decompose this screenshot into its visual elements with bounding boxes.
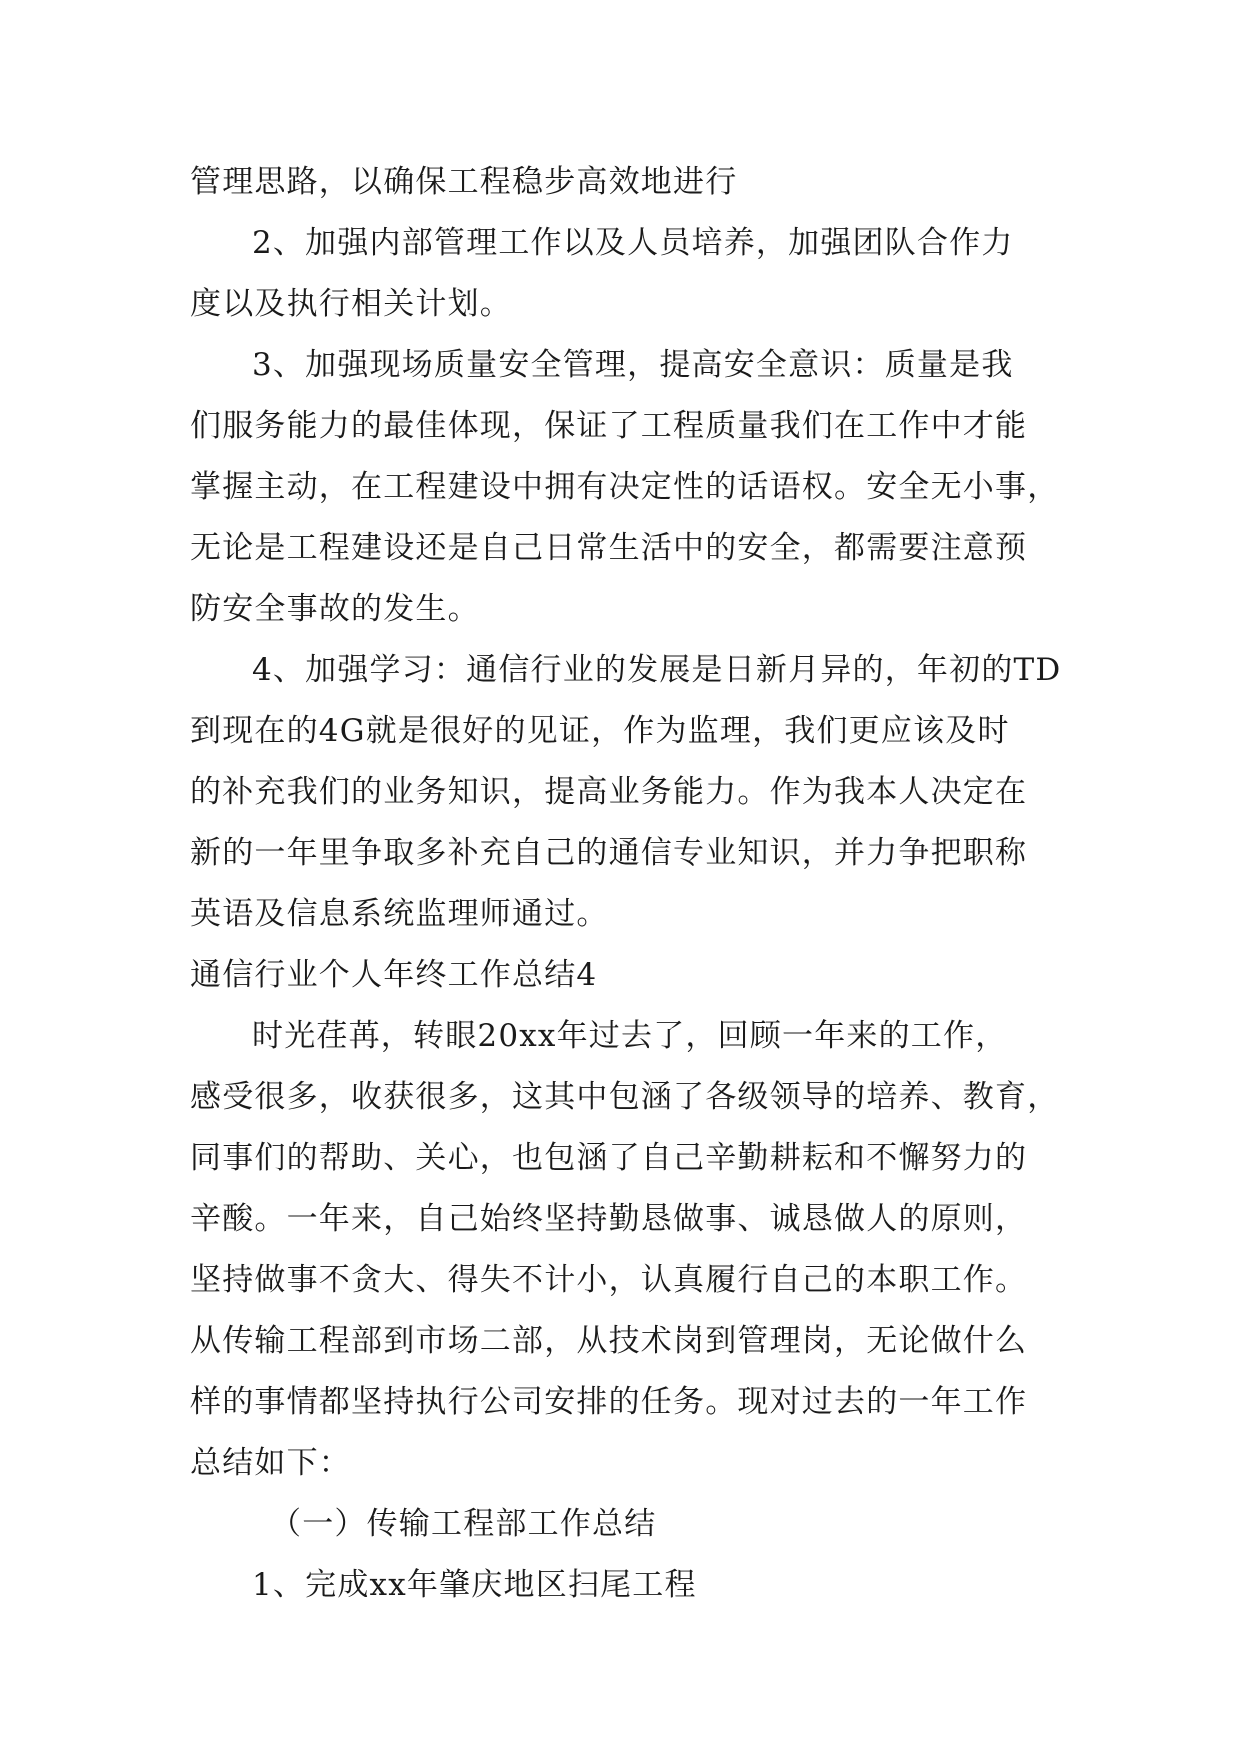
text-line: 掌握主动，在工程建设中拥有决定性的话语权。安全无小事， xyxy=(190,469,1060,505)
text-line: 感受很多，收获很多，这其中包涵了各级领导的培养、教育， xyxy=(190,1079,1060,1115)
document-body xyxy=(190,152,1070,1616)
text-line: 防安全事故的发生。 xyxy=(190,591,480,627)
text-line: 们服务能力的最佳体现，保证了工程质量我们在工作中才能 xyxy=(190,408,1028,444)
list-item-3: 3、加强现场质量安全管理，提高安全意识：质量是我 xyxy=(252,347,1014,383)
section-heading: 通信行业个人年终工作总结4 xyxy=(190,957,598,993)
text-line: 到现在的4G就是很好的见证，作为监理，我们更应该及时 xyxy=(190,713,1010,749)
list-item-2: 2、加强内部管理工作以及人员培养，加强团队合作力 xyxy=(252,225,1014,261)
text-line: 坚持做事不贪大、得失不计小，认真履行自己的本职工作。 xyxy=(190,1262,1028,1298)
text-line: 管理思路，以确保工程稳步高效地进行 xyxy=(190,164,738,200)
text-line: 样的事情都坚持执行公司安排的任务。现对过去的一年工作 xyxy=(190,1384,1028,1420)
paragraph-start: 时光荏苒，转眼20xx年过去了，回顾一年来的工作， xyxy=(252,1018,1008,1054)
text-line: 无论是工程建设还是自己日常生活中的安全，都需要注意预 xyxy=(190,530,1028,566)
list-item-1: 1、完成xx年肇庆地区扫尾工程 xyxy=(252,1567,697,1603)
text-line: 的补充我们的业务知识，提高业务能力。作为我本人决定在 xyxy=(190,774,1028,810)
text-line: 英语及信息系统监理师通过。 xyxy=(190,896,609,932)
list-item-4: 4、加强学习：通信行业的发展是日新月异的，年初的TD xyxy=(252,652,1062,688)
text-line: 总结如下： xyxy=(190,1445,351,1481)
text-line: 同事们的帮助、关心，也包涵了自己辛勤耕耘和不懈努力的 xyxy=(190,1140,1028,1176)
text-line: 从传输工程部到市场二部，从技术岗到管理岗，无论做什么 xyxy=(190,1323,1028,1359)
subsection-heading: （一）传输工程部工作总结 xyxy=(270,1506,657,1542)
text-line: 辛酸。一年来，自己始终坚持勤恳做事、诚恳做人的原则， xyxy=(190,1201,1028,1237)
text-line: 新的一年里争取多补充自己的通信专业知识，并力争把职称 xyxy=(190,835,1028,871)
text-line: 度以及执行相关计划。 xyxy=(190,286,512,322)
